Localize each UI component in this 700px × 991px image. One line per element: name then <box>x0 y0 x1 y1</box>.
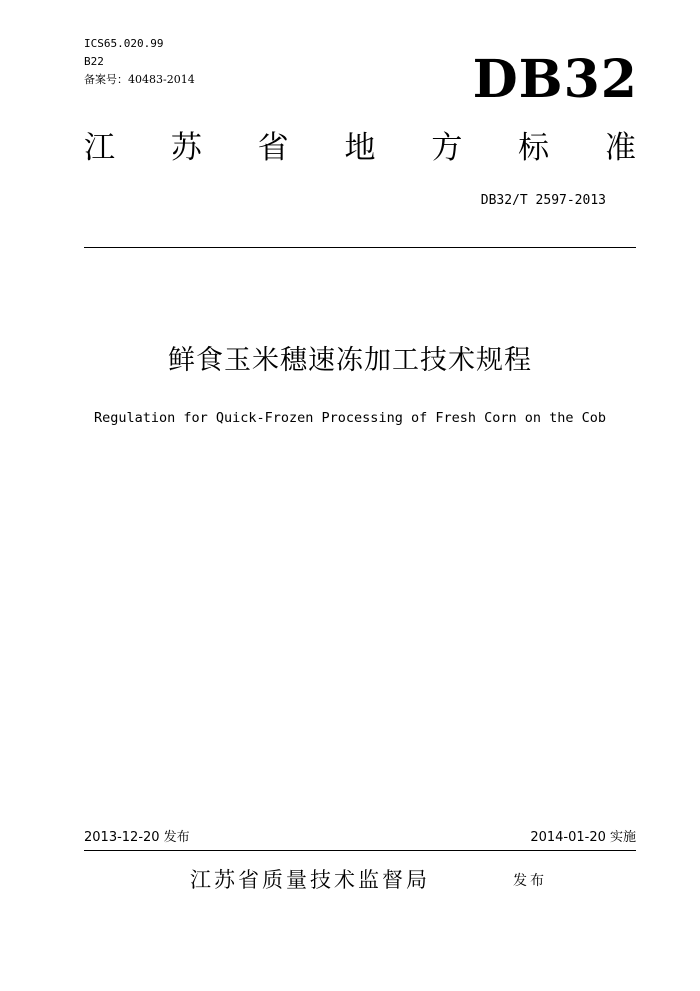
issuer-suffix: 发布 <box>513 873 547 889</box>
category-char: 苏 <box>170 130 202 166</box>
title-english: Regulation for Quick-Frozen Processing of Fresh Corn on the Cob <box>93 410 607 426</box>
filing-number <box>84 73 195 86</box>
category-char: 方 <box>431 130 463 166</box>
filing-value: 40483-2014 <box>128 73 195 86</box>
issuing-authority: 江苏省质量技术监督局 <box>190 868 430 892</box>
ics-code: ICS65.020.99 <box>84 37 164 50</box>
category-char: 准 <box>604 130 636 166</box>
db-logo: DB32 <box>472 49 638 110</box>
implementation-date: 2014-01-20 实施 <box>530 830 636 845</box>
top-divider <box>84 247 636 248</box>
issue-date: 2013-12-20 发布 <box>84 830 190 845</box>
category-char: 标 <box>518 130 550 166</box>
category-char: 地 <box>344 130 376 166</box>
standard-number: DB32/T 2597-2013 <box>480 193 606 208</box>
title-chinese: 鲜食玉米穗速冻加工技术规程 <box>168 345 532 376</box>
standard-category <box>84 128 636 168</box>
category-char: 江 <box>84 130 115 166</box>
filing-label: 备案号： <box>84 73 128 86</box>
category-char: 省 <box>257 130 289 166</box>
clc-code: B22 <box>84 55 104 68</box>
bottom-divider <box>84 850 636 851</box>
